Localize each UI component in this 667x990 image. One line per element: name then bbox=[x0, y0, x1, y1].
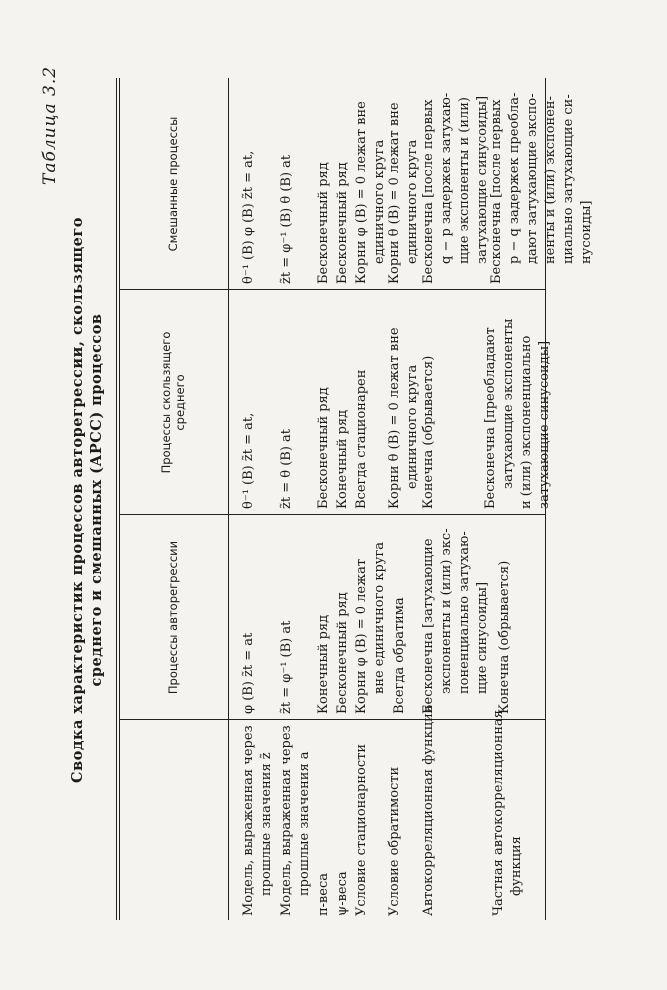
header-ma-line-1: Процессы скользящего bbox=[159, 331, 173, 474]
mixed-pi: Бесконечный ряд bbox=[316, 162, 331, 284]
title-line-2: среднего и смешанных (АРСС) процессов bbox=[88, 313, 105, 687]
ma-model-z: θ⁻¹ (B) z̃t = at, bbox=[241, 412, 256, 509]
ma-acf: Конечна (обрывается) bbox=[421, 355, 436, 509]
row-label-acf: Автокорреляционная функция bbox=[421, 704, 436, 916]
ar-model-z: φ (B) z̃t = at bbox=[241, 632, 256, 714]
ar-stationarity: Корни φ (B) = 0 лежат вне единичного круга bbox=[354, 541, 387, 714]
row-label-psi: ψ-веса bbox=[335, 871, 350, 916]
row-label-stationarity: Условие стационарности bbox=[354, 743, 369, 916]
row-label-invertibility: Условие обратимости bbox=[387, 766, 402, 916]
header-ma-line-2: среднего bbox=[173, 374, 187, 431]
table-top-rule bbox=[116, 78, 117, 920]
row-label-pi: π-веса bbox=[316, 873, 331, 916]
ma-invertibility: Корни θ (B) = 0 лежат вне единичного круга bbox=[387, 327, 420, 509]
ar-acf: Бесконечна [затухающие экспоненты и (или) экс- поненциально затухаю- щие синусоиды] bbox=[421, 528, 490, 714]
header-mixed: Смешанные процессы bbox=[166, 116, 180, 252]
ma-pi: Бесконечный ряд bbox=[316, 387, 331, 509]
ma-psi: Конечный ряд bbox=[335, 409, 350, 509]
table-title bbox=[68, 80, 106, 920]
row-label-model-z: Модель, выраженная через прошлые значения z̃ bbox=[241, 725, 274, 916]
title-line-1: Сводка характеристик процессов авторегрессии, скользящего bbox=[69, 217, 86, 783]
ma-stationarity: Всегда стационарен bbox=[354, 369, 369, 509]
ma-model-a: z̃t = θ (B) at bbox=[279, 429, 294, 509]
mixed-invertibility: Корни θ (B) = 0 лежат вне единичного круга bbox=[387, 102, 420, 284]
header-bottom-rule bbox=[228, 78, 229, 920]
mixed-pacf: Бесконечна [после первых p − q задержек преобла- дают затухающие экспо- ненты и (или) экспонен- циально затухающие си- нусоиды] bbox=[489, 92, 594, 284]
ma-pacf: Бесконечна [преобладают затухающие экспоненты и (или) экспоненциально затухающие синусоиды] bbox=[483, 318, 552, 509]
ar-psi: Бесконечный ряд bbox=[335, 592, 350, 714]
mixed-acf: Бесконечна [после первых q − p задержек затухаю- щие экспоненты и (или) затухающие синусоиды] bbox=[421, 92, 490, 284]
ar-pacf: Конечна (обрывается) bbox=[497, 560, 512, 714]
row-label-model-a: Модель, выраженная через прошлые значения a bbox=[279, 725, 312, 916]
ar-pi: Конечный ряд bbox=[316, 614, 331, 714]
table-label: Таблица 3.2 bbox=[40, 65, 60, 185]
mixed-model-a: z̃t = φ⁻¹ (B) θ (B) at bbox=[279, 154, 294, 284]
mixed-model-z: θ⁻¹ (B) φ (B) z̃t = at, bbox=[241, 150, 256, 284]
mixed-psi: Бесконечный ряд bbox=[335, 162, 350, 284]
ar-model-a: z̃t = φ⁻¹ (B) at bbox=[279, 620, 294, 714]
header-ma bbox=[118, 290, 228, 515]
header-ar: Процессы авторегрессии bbox=[166, 540, 180, 695]
ar-invertibility: Всегда обратима bbox=[392, 597, 407, 714]
row-label-pacf: Частная автокорреляционная функция bbox=[491, 710, 524, 916]
mixed-stationarity: Корни φ (B) = 0 лежат вне единичного круга bbox=[354, 101, 387, 284]
